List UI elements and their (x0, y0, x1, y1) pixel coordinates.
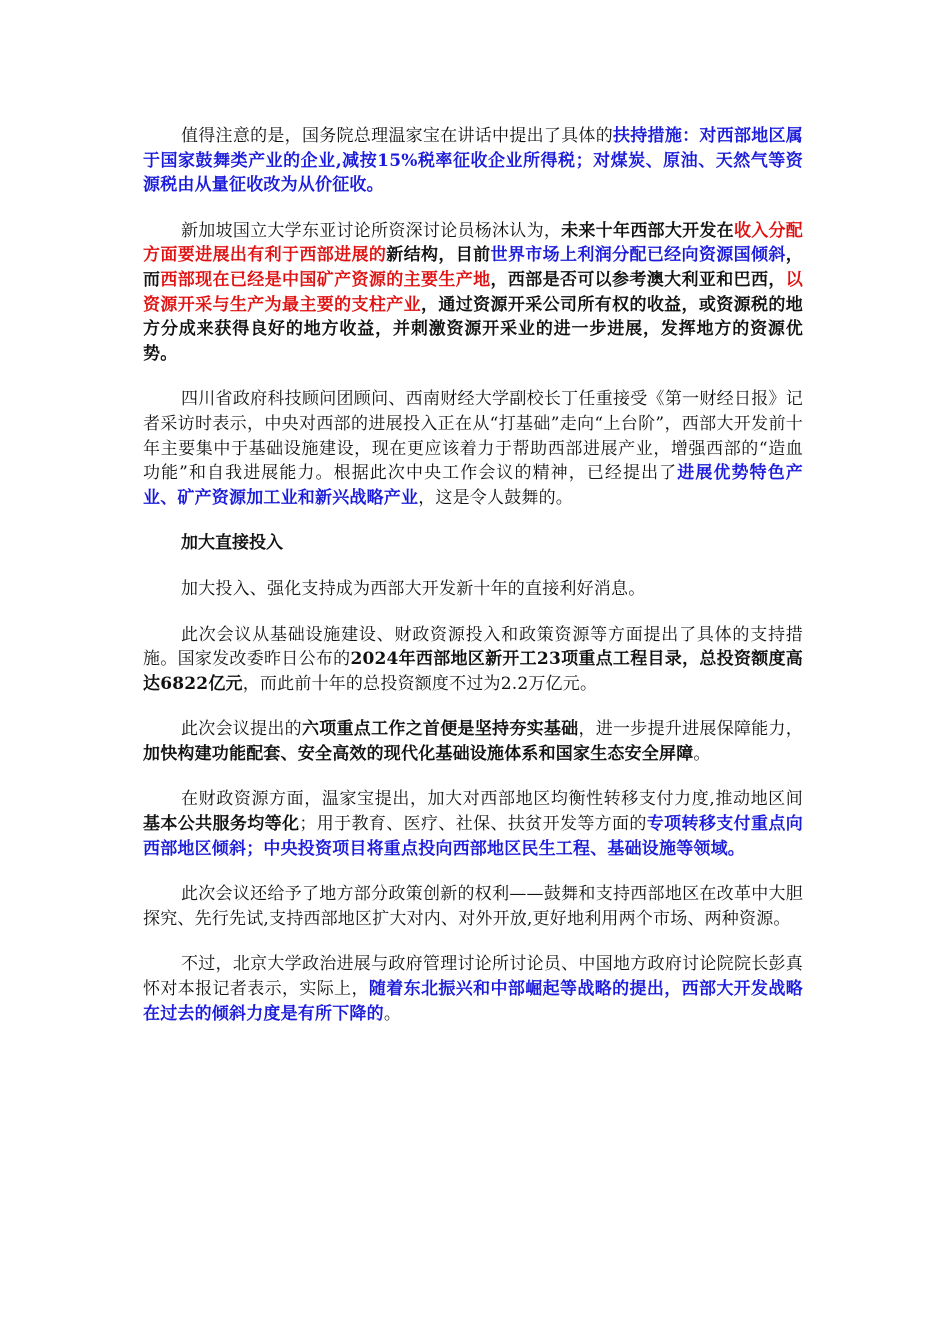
bold-text: ，通过资源开采公司所有权的收益，或资源税的地方分成来获得良好的地方收益，并刺激资源开采业的进一步进展，发挥地方的资源优势。 (143, 294, 803, 364)
highlight-text: 进展优势特色产业、矿产资源加工业和新兴战略产业 (143, 463, 803, 508)
text: 。 (693, 743, 711, 764)
highlight-text: 专项转移支付重点向西部地区倾斜；中央投资项目将重点投向西部地区民生工程、基础设施等领域。 (143, 814, 803, 859)
text: ；用于教育、医疗、社保、扶贫开发等方面的 (299, 814, 647, 835)
section-heading: 加大直接投入 (181, 533, 283, 554)
text: ，进一步提升进展保障能力， (578, 719, 804, 740)
paragraph-yang-mu (143, 219, 803, 367)
text: 值得注意的是，国务院总理温家宝在讲话中提出了具体的 (181, 126, 613, 146)
text: 四川省政府科技顾问团顾问、西南财经大学副校长丁任重接受《第一财经日报》记者采访时表示，中央对西部的进展投入正在从“打基础”走向“上台阶”，西部大开发前十年主要集中于基础设施建设，现在更应该着力于帮助西部进展产业，增强西部的“造血功能”和自我进展能力。根据此次中央工作会议的精神，已经提出了 (143, 389, 803, 484)
text: ，这是令人鼓舞的。 (418, 487, 574, 508)
bold-text: ，目前 (438, 245, 491, 266)
text: 在财政资源方面，温家宝提出，加大对西部地区均衡性转移支付力度,推动地区间 (181, 789, 803, 810)
paragraph-good-news: 加大投入、强化支持成为西部大开发新十年的直接利好消息。 (181, 578, 646, 599)
paragraph-investment (143, 623, 803, 697)
bold-text: 2024年西部地区新开工23项重点工程目录，总投资额度高达6822亿元 (143, 649, 803, 694)
text: 此次会议从基础设施建设、财政资源投入和政策资源等方面提出了具体的支持措施。国家发改委昨日公布的 (143, 624, 803, 670)
paragraph-peng-zhenhuai (143, 952, 803, 1026)
text: 新加坡国立大学东亚讨论所资深讨论员杨沐认为， (181, 220, 562, 241)
text: 。 (383, 1003, 402, 1024)
bold-text: 新结构 (386, 245, 439, 266)
article-body (143, 124, 803, 1047)
paragraph-ding-renzhong (143, 387, 803, 510)
text: 此次会议提出的 (181, 719, 302, 740)
paragraph-support-measures (143, 124, 803, 198)
bold-text: ，西部是否可以参考澳大利亚和巴西， (490, 269, 786, 290)
text: 不过，北京大学政治进展与政府管理讨论所讨论员、中国地方政府讨论院院长彭真怀对本报记者表示，实际上， (143, 954, 803, 1000)
highlight-text: 随着东北振兴和中部崛起等战略的提出，西部大开发战略在过去的倾斜力度是有所下降的 (143, 979, 804, 1024)
bold-text: 加快构建功能配套、安全高效的现代化基础设施体系和国家生态安全屏障 (143, 743, 694, 764)
paragraph-six-tasks (143, 717, 803, 766)
bold-text: 未来十年西部大开发在 (561, 220, 734, 241)
highlight-text: 世界市场上利润分配已经向资源国倾斜 (490, 245, 786, 266)
bold-text: 基本公共服务均等化 (143, 814, 300, 835)
bold-text: ，而 (143, 245, 803, 290)
highlight-text: 西部现在已经是中国矿产资源的主要生产地 (160, 269, 491, 290)
paragraph-fiscal (143, 787, 803, 861)
highlight-text: 以资源开采与生产为最主要的支柱产业 (143, 269, 803, 315)
highlight-text: 扶持措施：对西部地区属于国家鼓舞类产业的企业,减按15%税率征收企业所得税；对煤炭、原油、天然气等资源税由从量征收改为从价征收。 (143, 126, 803, 196)
paragraph-policy-innovation: 此次会议还给予了地方部分政策创新的权利——鼓舞和支持西部地区在改革中大胆探究、先行先试,支持西部地区扩大对内、对外开放,更好地利用两个市场、两种资源。 (143, 884, 803, 929)
text: ，而此前十年的总投资额度不过为2.2万亿元。 (242, 673, 598, 694)
highlight-text: 收入分配方面要进展出有利于西部进展的 (143, 220, 803, 266)
bold-text: 六项重点工作之首便是坚持夯实基础 (301, 719, 579, 740)
